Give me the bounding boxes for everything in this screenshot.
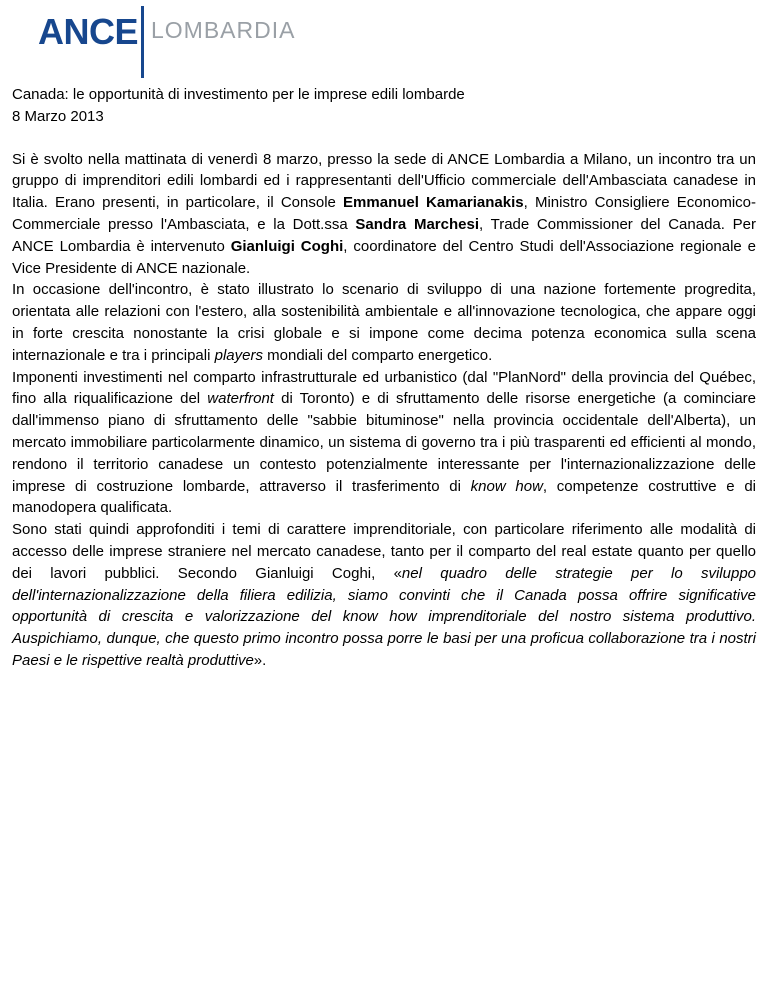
p3-italic-2: know how: [470, 477, 543, 495]
p4-text-1: Sono stati quindi approfonditi i temi di carattere imprenditoriale, con particolare riferimento alle modalità di accesso delle imprese straniere nel mercato canadese, tanto per il comparto del real estate quanto per quello dei lavori pubblici. Secondo Gianluigi Coghi, «: [12, 521, 756, 582]
spacer: [12, 128, 756, 149]
logo-region-text: LOMBARDIA: [151, 17, 296, 43]
p1-name-2: Sandra Marchesi: [355, 215, 479, 233]
paragraph-4: [12, 519, 756, 672]
p2-text-1: In occasione dell'incontro, è stato illustrato lo scenario di sviluppo di una nazione fortemente progredita, orientata alle relazioni con l'estero, alla sostenibilità ambientale e all'innovazione tecnologica, che appare oggi in forte crescita nonostante la crisi globale e si impone come decima potenza economica sulla scena internazionale e tra i principali: [12, 281, 756, 364]
p1-name-1: Emmanuel Kamarianakis: [343, 194, 524, 212]
article: [12, 84, 756, 672]
paragraph-3: [12, 367, 756, 520]
p4-quote: nel quadro delle strategie per lo sviluppo dell'internazionalizzazione della filiera edilizia, siamo convinti che il Canada possa offrire significative opportunità di crescita e valorizzazione del know how imprenditoriale del nostro sistema produttivo. Auspichiamo, dunque, che questo primo incontro possa porre le basi per una proficua collaborazione tra i nostri Paesi e le rispettive realtà produttive: [12, 564, 756, 669]
p4-text-2: ».: [253, 651, 267, 669]
ance-lombardia-logo: [38, 6, 308, 78]
p2-italic-1: players: [214, 346, 263, 364]
article-date: 8 Marzo 2013: [12, 107, 104, 125]
p1-text-2: , Ministro Consigliere Economico-Commerciale presso l'Ambasciata, e la Dott.ssa: [12, 194, 756, 233]
paragraph-2: [12, 279, 756, 366]
p1-name-3: Gianluigi Coghi: [230, 237, 344, 255]
p3-text-2: di Toronto) e di sfruttamento delle risorse energetiche (a cominciare dall'immenso piano di sfruttamento delle "sabbie bituminose" nella provincia occidentale dell'Alberta), un mercato immobiliare particolarmente dinamico, un sistema di governo tra i più trasparenti ed efficienti al mondo, rendono il territorio canadese un contesto potenzialmente interessante per l'internazionalizzazione delle imprese di costruzione lombarde, attraverso il trasferimento di: [12, 390, 756, 495]
logo-brand-text: ANCE: [38, 11, 139, 52]
article-body: [12, 149, 756, 672]
p1-text-3: , Trade Commissioner del Canada. Per ANCE Lombardia è intervenuto: [12, 215, 756, 255]
paragraph-1: [12, 149, 756, 280]
p1-text-4: , coordinatore del Centro Studi dell'Associazione regionale e Vice Presidente di ANCE nazionale.: [12, 237, 757, 277]
logo-divider: [141, 6, 144, 78]
p3-text-3: , competenze costruttive e di manodopera qualificata.: [12, 477, 756, 517]
p3-text-1: Imponenti investimenti nel comparto infrastrutturale ed urbanistico (dal "PlanNord" della provincia del Québec, fino alla riqualificazione del: [12, 368, 756, 408]
p3-italic-1: waterfront: [207, 390, 274, 408]
p2-text-2: mondiali del comparto energetico.: [262, 346, 493, 364]
p1-text-1: Si è svolto nella mattinata di venerdì 8 marzo, presso la sede di ANCE Lombardia a Milano, un incontro tra un gruppo di imprenditori edili lombardi ed i rappresentanti dell'Ufficio commerciale dell'Ambasciata canadese in Italia. Erano presenti, in particolare, il Console: [12, 150, 756, 212]
article-title: Canada: le opportunità di investimento per le imprese edili lombarde: [12, 86, 465, 103]
